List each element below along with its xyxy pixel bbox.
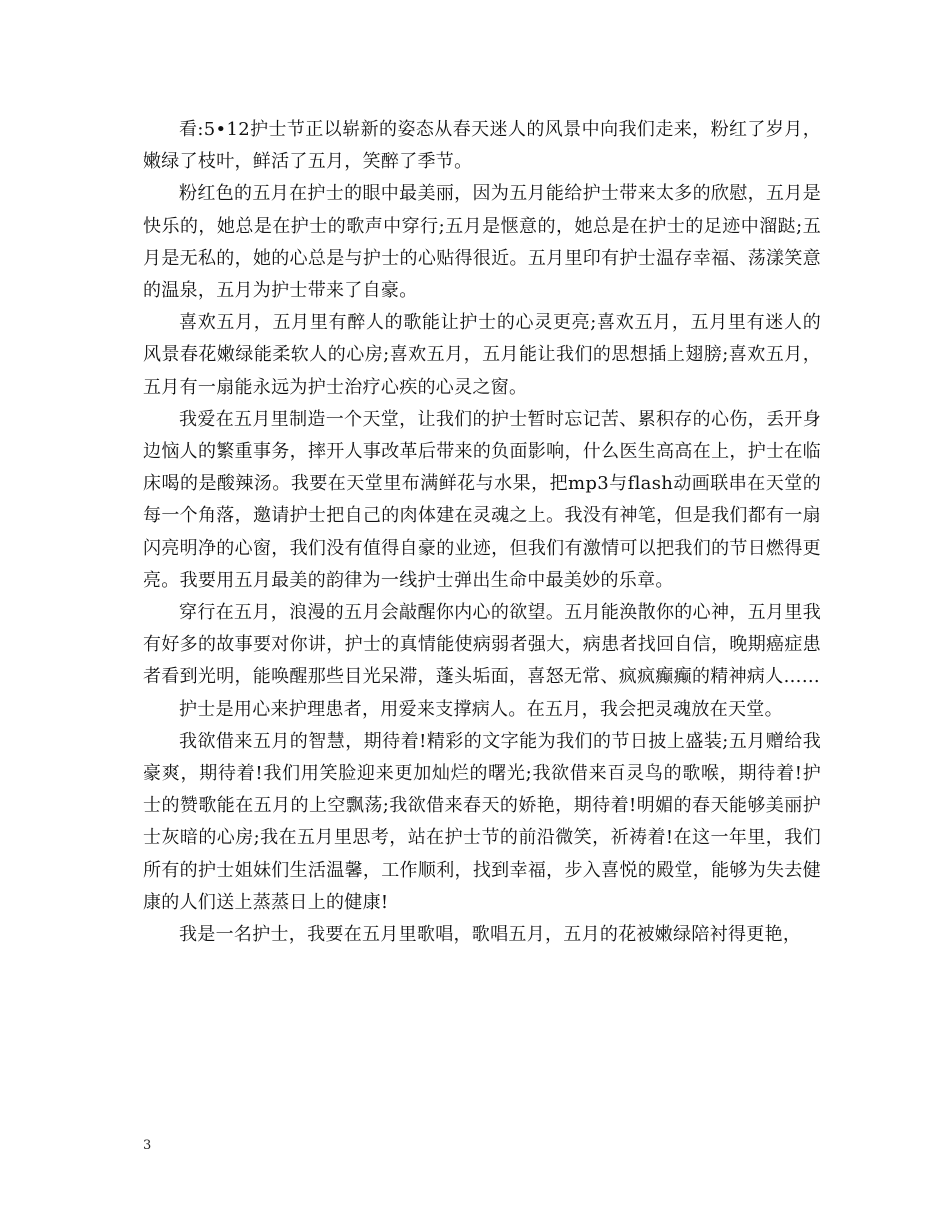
paragraph-4: 我爱在五月里制造一个天堂，让我们的护士暂时忘记苦、累积存的心伤，丢开身边恼人的繁重事务，摔开人事改革后带来的负面影响，什么医生高高在上，护士在临床喝的是酸辣汤。我要在天堂里布满鲜花与水果，把mp3与flash动画联串在天堂的每一个角落，邀请护士把自己的肉体建在灵魂之上。我没有神笔，但是我们都有一扇闪亮明净的心窗，我们没有值得自豪的业迹，但我们有激情可以把我们的节日燃得更亮。我要用五月最美的韵律为一线护士弹出生命中最美妙的乐章。 bbox=[143, 408, 821, 591]
document-body bbox=[143, 114, 821, 951]
page-number: 3 bbox=[143, 1138, 152, 1153]
paragraph-6: 护士是用心来护理患者，用爱来支撑病人。在五月，我会把灵魂放在天堂。 bbox=[179, 698, 783, 720]
paragraph-7: 我欲借来五月的智慧，期待着!精彩的文字能为我们的节日披上盛装;五月赠给我豪爽，期待着!我们用笑脸迎来更加灿烂的曙光;我欲借来百灵鸟的歌喉，期待着!护士的赞歌能在五月的上空飘荡;我欲借来春天的娇艳，期待着!明媚的春天能够美丽护士灰暗的心房;我在五月里思考，站在护士节的前沿微笑，祈祷着!在这一年里，我们所有的护士姐妹们生活温馨，工作顺利，找到幸福，步入喜悦的殿堂，能够为失去健康的人们送上蒸蒸日上的健康! bbox=[143, 730, 822, 913]
paragraph-8: 我是一名护士，我要在五月里歌唱，歌唱五月，五月的花被嫩绿陪衬得更艳， bbox=[179, 924, 802, 946]
paragraph-1: 看:5•12护士节正以崭新的姿态从春天迷人的风景中向我们走来，粉红了岁月，嫩绿了枝叶，鲜活了五月，笑醉了季节。 bbox=[143, 119, 821, 173]
paragraph-3: 喜欢五月，五月里有醉人的歌能让护士的心灵更亮;喜欢五月，五月里有迷人的风景春花嫩绿能柔软人的心房;喜欢五月，五月能让我们的思想插上翅膀;喜欢五月，五月有一扇能永远为护士治疗心疾的心灵之窗。 bbox=[143, 312, 821, 398]
paragraph-5: 穿行在五月，浪漫的五月会敲醒你内心的欲望。五月能涣散你的心神，五月里我有好多的故事要对你讲，护士的真情能使病弱者强大，病患者找回自信，晚期癌症患者看到光明，能唤醒那些目光呆滞，蓬头垢面，喜怒无常、疯疯癫癫的精神病人…… bbox=[143, 602, 821, 688]
paragraph-2: 粉红色的五月在护士的眼中最美丽，因为五月能给护士带来太多的欣慰，五月是快乐的，她总是在护士的歌声中穿行;五月是惬意的，她总是在护士的足迹中溜跶;五月是无私的，她的心总是与护士的心贴得很近。五月里印有护士温存幸福、荡漾笑意的温泉，五月为护士带来了自豪。 bbox=[143, 183, 821, 302]
